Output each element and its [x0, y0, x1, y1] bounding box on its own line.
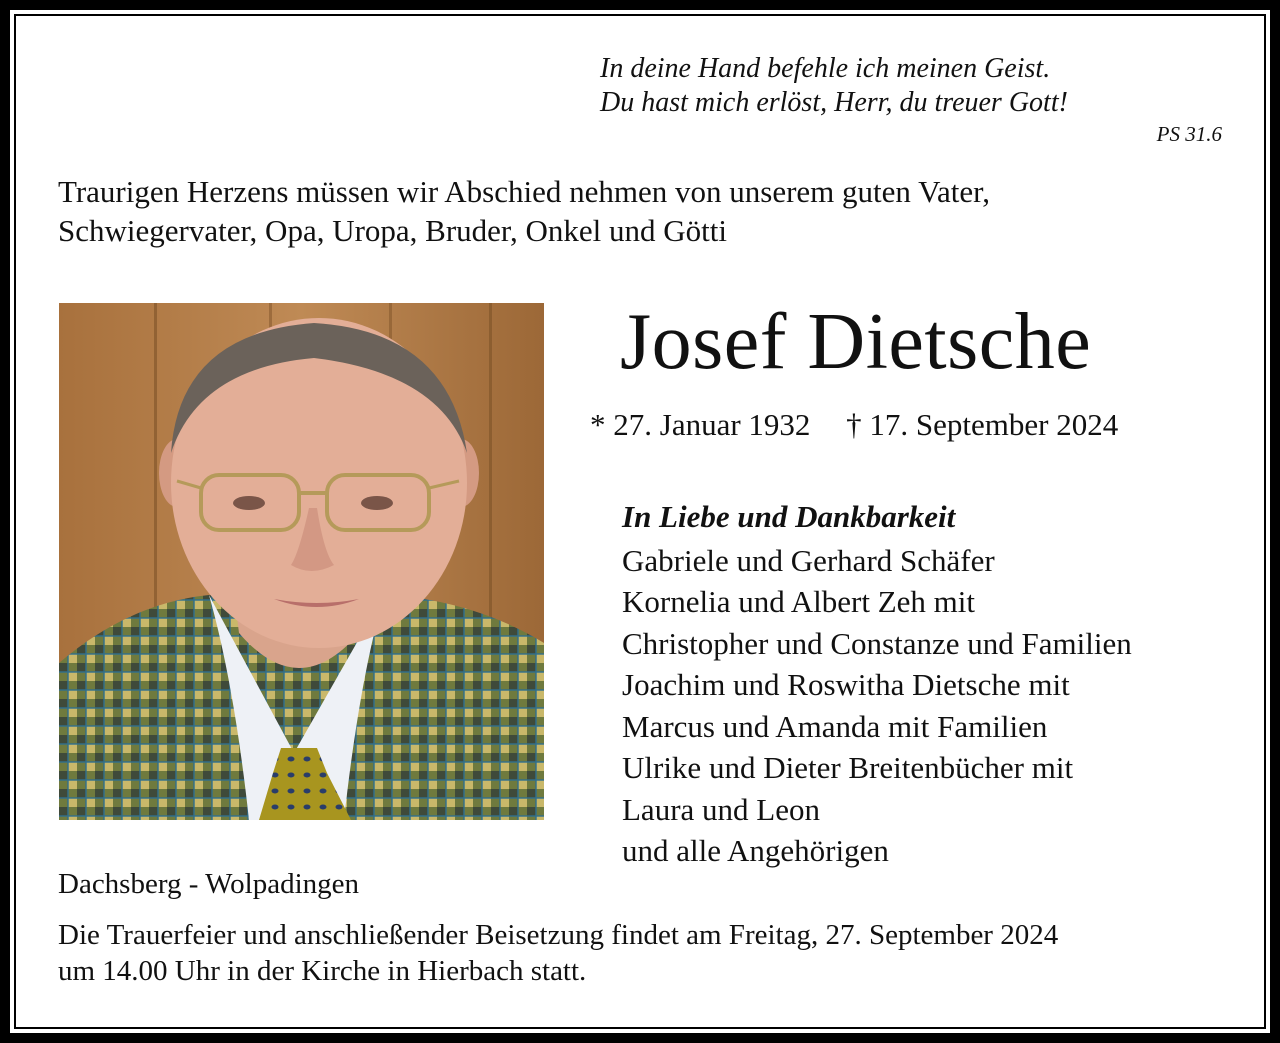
verse-reference: PS 31.6 — [1156, 122, 1222, 146]
mourners-list — [622, 496, 1132, 872]
funeral-line: um 14.00 Uhr in der Kirche in Hierbach statt. — [58, 955, 587, 987]
portrait-illustration — [59, 303, 544, 820]
place-name: Dachsberg - Wolpadingen — [58, 868, 360, 900]
life-dates — [590, 406, 1118, 444]
funeral-notice — [58, 917, 1058, 989]
mourner-line: Ulrike und Dieter Breitenbücher mit — [622, 750, 1074, 785]
intro-line: Traurigen Herzens müssen wir Abschied nehmen von unserem guten Vater, — [58, 174, 990, 209]
verse-line: Du hast mich erlöst, Herr, du treuer Gott! — [600, 87, 1068, 118]
mourner-line: Gabriele und Gerhard Schäfer — [622, 542, 995, 578]
mourner-line: Laura und Leon — [622, 791, 820, 827]
intro-text — [58, 172, 990, 250]
mourner-line: und alle Angehörigen — [622, 833, 889, 868]
portrait-photo — [59, 303, 544, 820]
funeral-line: Die Trauerfeier und anschließender Beisetzung findet am Freitag, 27. September 2024 — [58, 919, 1059, 951]
deceased-name: Josef Dietsche — [620, 298, 1092, 386]
death-date: † 17. September 2024 — [846, 407, 1119, 442]
birth-date: * 27. Januar 1932 — [590, 407, 811, 442]
intro-line: Schwiegervater, Opa, Uropa, Bruder, Onkel und Götti — [58, 213, 727, 248]
mourner-line: Christopher und Constanze und Familien — [622, 625, 1132, 661]
verse-line: In deine Hand befehle ich meinen Geist. — [600, 53, 1051, 84]
bible-verse — [600, 52, 1068, 120]
mourner-line: Marcus und Amanda mit Familien — [622, 708, 1048, 744]
mourner-line: Joachim und Roswitha Dietsche mit — [622, 667, 1070, 702]
mourner-line: Kornelia und Albert Zeh mit — [622, 584, 975, 619]
mourners-heading: In Liebe und Dankbarkeit — [622, 499, 956, 534]
